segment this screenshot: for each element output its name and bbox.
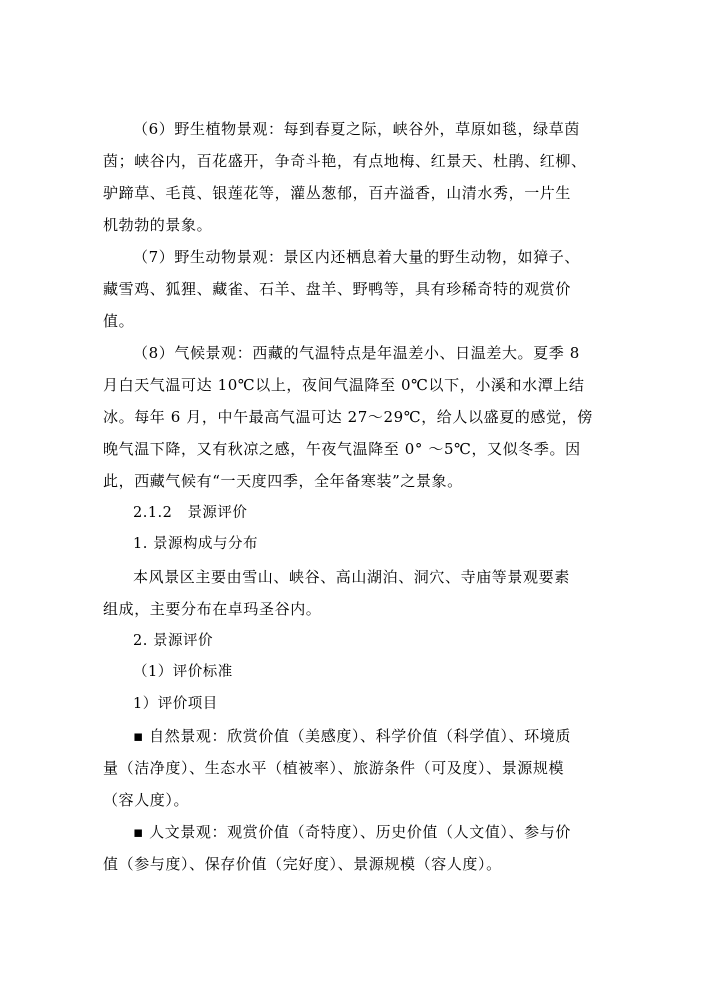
subheading-composition: [133, 528, 603, 560]
subheading-standard: [133, 656, 603, 688]
text-line: （容人度）。: [103, 791, 190, 809]
text-line: （6）野生植物景观：每到春夏之际，峡谷外，草原如毯，绿草茵: [133, 120, 580, 138]
text-line: 藏雪鸡、狐狸、藏雀、石羊、盘羊、野鸭等，具有珍稀奇特的观赏价: [103, 280, 572, 298]
subheading-evaluation: [133, 625, 603, 657]
text-line: 茵；峡谷内，百花盛开，争奇斗艳，有点地梅、红景天、杜鹃、红柳、: [103, 152, 587, 170]
heading-text: 2.1.2 景源评价: [133, 505, 248, 521]
paragraph-wild-plants: [103, 113, 603, 241]
subheading-items: [133, 688, 603, 720]
text-line: （7）野生动物景观：景区内还栖息着大量的野生动物，如獐子、: [133, 248, 580, 266]
bullet-cultural-landscape: [103, 816, 603, 880]
heading-text: （1）评价标准: [133, 664, 233, 680]
heading-text: 1. 景源构成与分布: [133, 536, 258, 552]
text-line: 值（参与度）、保存价值（完好度）、景源规模（容人度）。: [103, 855, 502, 873]
text-line: 机勃勃的景象。: [103, 216, 213, 234]
bullet-natural-landscape: [103, 720, 603, 816]
paragraph-wild-animals: [103, 241, 603, 337]
text-line: 值。: [103, 312, 135, 330]
text-line: 量（洁净度）、生态水平（植被率）、旅游条件（可及度）、景源规模: [103, 759, 565, 777]
text-line: 此，西藏气候有“一天度四季，全年备寒装”之景象。: [103, 472, 463, 490]
heading-text: 2. 景源评价: [133, 633, 213, 649]
heading-text: 1）评价项目: [133, 696, 218, 712]
text-line: 本风景区主要由雪山、峡谷、高山湖泊、洞穴、寺庙等景观要素: [133, 568, 570, 586]
paragraph-climate: [103, 337, 603, 497]
text-line: 驴蹄草、毛莨、银莲花等，灌丛葱郁，百卉溢香，山清水秀，一片生: [103, 184, 572, 202]
text-line: 晚气温下降，又有秋凉之感，午夜气温降至 0° ～5℃，又似冬季。因: [103, 440, 581, 458]
section-heading-2-1-2: [133, 497, 603, 529]
text-line: 月白天气温可达 10℃以上，夜间气温降至 0℃以下，小溪和水潭上结: [103, 376, 585, 394]
paragraph-composition: [103, 561, 603, 625]
text-line: 组成，主要分布在卓玛圣谷内。: [103, 600, 322, 618]
text-line: 冰。每年 6 月，中午最高气温可达 27～29℃，给人以盛夏的感觉，傍: [103, 408, 593, 426]
text-line: （8）气候景观：西藏的气温特点是年温差小、日温差大。夏季 8: [133, 344, 580, 362]
text-line: ▪ 人文景观：观赏价值（奇特度）、历史价值（人文值）、参与价: [133, 823, 571, 841]
text-line: ▪ 自然景观：欣赏价值（美感度）、科学价值（科学值）、环境质: [133, 727, 571, 745]
